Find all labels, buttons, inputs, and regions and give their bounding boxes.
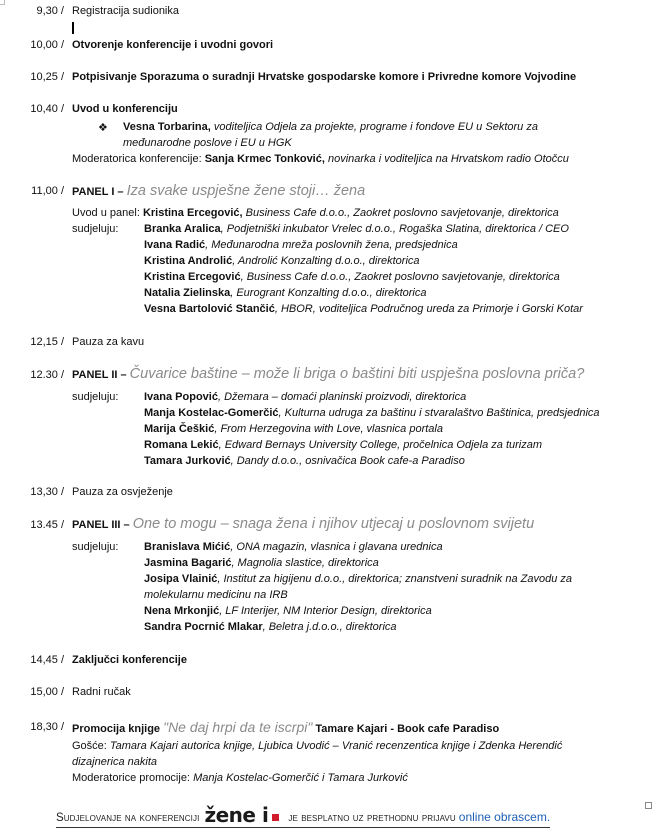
participant-role: , Džemara – domaći planinski proizvodi, direktorica [217, 391, 467, 403]
agenda-time: 10,25 / [30, 71, 64, 83]
footer-registration-note [56, 803, 551, 828]
guests-text-cont: dizajnerica nakita [72, 756, 157, 768]
agenda-time: 12,15 / [30, 336, 64, 348]
participant [144, 269, 560, 285]
agenda-time: 10,40 / [30, 103, 64, 115]
moderator-line [72, 151, 569, 167]
promo-moderators-line [72, 770, 408, 786]
agenda-title: Pauza za kavu [72, 336, 145, 348]
participant-role: , Podjetniški inkubator Vrelec d.o.o., Rogaška Slatina, direktorica / CEO [220, 223, 569, 235]
agenda-title: Pauza za osvježenje [72, 486, 173, 498]
book-title: "Ne daj hrpi da te iscrpi" [163, 719, 313, 735]
agenda-time: 18,30 / [30, 721, 64, 733]
footer-text-before: Sudjelovanje na konferenciji [56, 812, 200, 824]
participant [144, 421, 443, 437]
participant-name: Ivana Radić [144, 239, 206, 251]
text-cursor [72, 22, 74, 34]
participant-name: Tamara Jurković [144, 455, 231, 467]
participant-name: Kristina Ercegović [144, 271, 241, 283]
agenda-title: Zaključci konferencije [72, 654, 187, 666]
participant-name: Ivana Popović [144, 391, 218, 403]
page-corner-mark [645, 802, 652, 809]
participant [144, 437, 542, 453]
book-title-prefix: Promocija knjige [72, 723, 164, 735]
agenda-time: 15,00 / [30, 686, 64, 698]
participant [144, 389, 466, 405]
participant-role: , HBOR, voditeljica Područnog ureda za Primorje i Gorski Kotar [274, 303, 583, 315]
participant-role: , Međunarodna mreža poslovnih žena, predsjednica [205, 239, 458, 251]
moderator-label: Moderatorica konferencije: [72, 153, 205, 165]
participant-name: Nena Mrkonjić [144, 605, 220, 617]
promo-moderators-label: Moderatorice promocije: [72, 772, 194, 784]
panel-heading [72, 516, 662, 532]
participant-name: Manja Kostelac-Gomerčić [144, 407, 279, 419]
participant-name: Romana Lekić [144, 439, 219, 451]
participant-role: , Eurogrant Konzalting d.o.o., direktorica [230, 287, 427, 299]
participant [144, 555, 379, 571]
panel-label: PANEL I – [72, 186, 127, 198]
agenda-time: 13,30 / [30, 486, 64, 498]
participant-role: , Beletra j.d.o.o., direktorica [262, 621, 397, 633]
participant-name: Branka Aralica [144, 223, 221, 235]
participant-role: , Kulturna udruga za baštinu i stvaralaštvo Baštinica, predsjednica [278, 407, 600, 419]
participant [144, 453, 465, 469]
participant-role: , Androlić Konzalting d.o.o., direktorica [232, 255, 420, 267]
participant [144, 285, 427, 301]
participants-label: sudjeluju: [72, 391, 119, 403]
participant-role: , LF Interijer, NM Interior Design, direktorica [219, 605, 432, 617]
participant-role-cont: molekularnu medicinu na IRB [144, 589, 288, 601]
panel-heading [72, 183, 662, 199]
diamond-bullet-icon: ❖ [98, 122, 108, 134]
participant [144, 237, 458, 253]
participant-name: Sandra Pocrnić Mlakar [144, 621, 263, 633]
participant-name: Branislava Mićić [144, 541, 231, 553]
panel-label: PANEL II – [72, 369, 130, 381]
panel-title: One to mogu – snaga žena i njihov utjecaj u poslovnom svijetu [132, 516, 535, 532]
online-form-link[interactable]: online obrascem. [458, 810, 551, 824]
participants-label: sudjeluju: [72, 223, 119, 235]
participant [144, 571, 572, 587]
promo-moderators: Manja Kostelac-Gomerčić i Tamara Jurković [193, 772, 408, 784]
intro-role: Business Cafe d.o.o., Zaokret poslovno savjetovanje, direktorica [242, 207, 559, 219]
moderator-role: novinarka i voditeljica na Hrvatskom radio Otočcu [324, 153, 569, 165]
agenda-title: Registracija sudionika [72, 5, 179, 17]
book-heading [72, 719, 662, 735]
participant-name: Jasmina Bagarić [144, 557, 232, 569]
participant-name: Kristina Androlić [144, 255, 233, 267]
intro-label: Uvod u panel: [72, 207, 143, 219]
speaker-role: voditeljica Odjela za projekte, programe i fondove EU u Sektoru za [210, 121, 538, 133]
participant-role: , ONA magazin, vlasnica i glavana urednica [230, 541, 443, 553]
participant [144, 253, 420, 269]
participants-label: sudjeluju: [72, 541, 119, 553]
guests-text: Tamara Kajari autorica knjige, Ljubica Uvodić – Vranić recenzentica knjige i Zdenka Herendić [109, 740, 563, 752]
agenda-title: Otvorenje konferencije i uvodni govori [72, 39, 274, 51]
guests-label: Gošće: [72, 740, 110, 752]
agenda-title: Radni ručak [72, 686, 131, 698]
participant [144, 619, 397, 635]
agenda-time: 10,00 / [30, 39, 64, 51]
agenda-time: 11,00 / [31, 185, 64, 197]
participant-role: , Institut za higijenu d.o.o., direktorica; znanstveni suradnik na Zavodu za [217, 573, 573, 585]
participant-name: Natalia Zielinska [144, 287, 231, 299]
agenda-title: Potpisivanje Sporazuma o suradnji Hrvatske gospodarske komore i Privredne komore Vojvodine [72, 71, 577, 83]
agenda-time: 13.45 / [30, 519, 64, 531]
speaker-line [123, 119, 538, 135]
footer-text-after: je besplatno uz prethodnu prijavu [288, 812, 456, 824]
participant-name: Vesna Bartolović Stančić [144, 303, 275, 315]
participant-role: , Edward Bernays University College, pročelnica Odjela za turizam [218, 439, 543, 451]
participant-role: , From Herzegovina with Love, vlasnica portala [214, 423, 443, 435]
logo-red-dot [272, 814, 279, 821]
participant-name: Josipa Vlainić [144, 573, 218, 585]
zene-i-logo: žene i [204, 803, 269, 827]
page-corner-mark [0, 0, 5, 5]
agenda-time: 14,45 / [30, 654, 64, 666]
book-title-suffix: Tamare Kajari - Book cafe Paradiso [312, 723, 500, 735]
speaker-name: Vesna Torbarina, [123, 121, 211, 133]
panel-heading [72, 366, 662, 382]
participant [144, 221, 569, 237]
agenda-title: Uvod u konferenciju [72, 103, 178, 115]
participant [144, 405, 600, 421]
panel-title: Čuvarice baštine – može li briga o baštini biti uspješna poslovna priča? [129, 366, 585, 382]
participant [144, 539, 443, 555]
intro-name: Kristina Ercegović, [142, 207, 243, 219]
participant-role: , Magnolia slastice, direktorica [231, 557, 379, 569]
participant-name: Marija Češkić [144, 423, 215, 435]
participant-role: , Dandy d.o.o., osnivačica Book cafe-a Paradiso [230, 455, 465, 467]
participant-role: , Business Cafe d.o.o., Zaokret poslovno savjetovanje, direktorica [240, 271, 560, 283]
panel-label: PANEL III – [72, 519, 133, 531]
guests-line [72, 738, 562, 754]
participant [144, 603, 432, 619]
participant [144, 301, 583, 317]
panel-title: Iza svake uspješne žene stoji… žena [126, 183, 366, 199]
agenda-time: 12.30 / [30, 369, 64, 381]
intro-line [72, 205, 559, 221]
speaker-role-cont: međunarodne poslove i EU u HGK [123, 137, 292, 149]
agenda-time: 9,30 / [36, 5, 64, 17]
moderator-name: Sanja Krmec Tonković, [204, 153, 325, 165]
